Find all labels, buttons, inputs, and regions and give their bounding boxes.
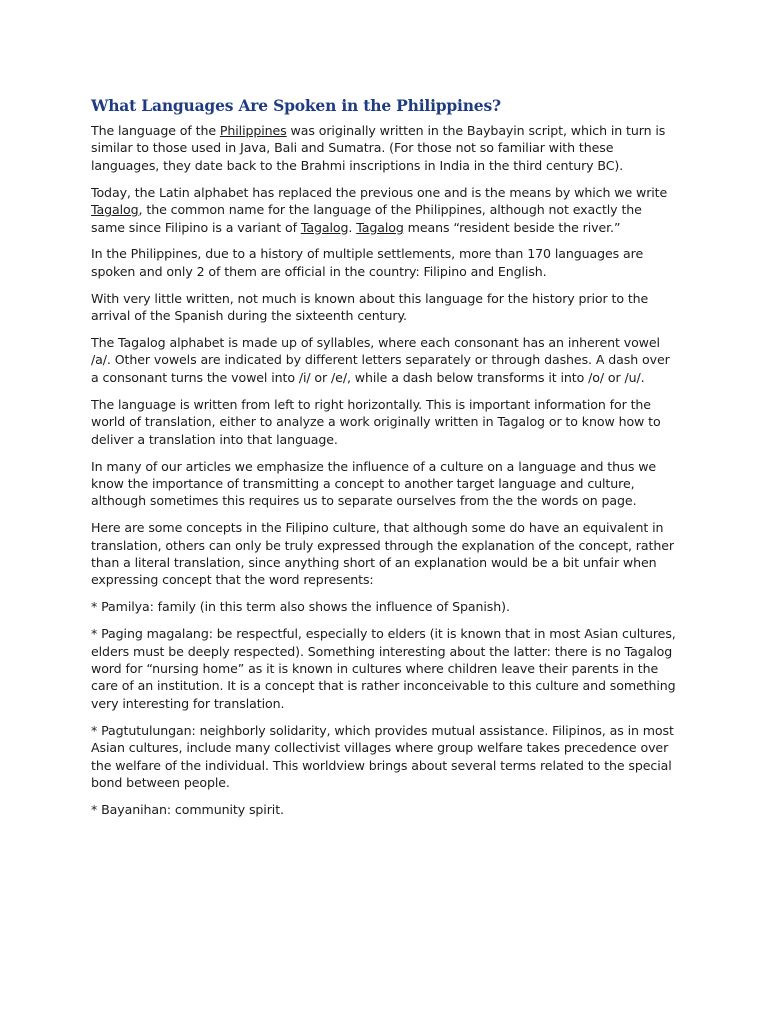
paragraph-text: With very little written, not much is known about this language for the history prior to the arrival of the Spanish during the sixteenth century. bbox=[91, 290, 649, 324]
paragraph bbox=[91, 722, 679, 792]
paragraph bbox=[91, 396, 679, 448]
paragraph bbox=[91, 334, 679, 386]
paragraph-text: The language is written from left to right horizontally. This is important information for the world of translation, either to analyze a work originally written in Tagalog or to know how to deliver a translation into that language. bbox=[91, 396, 661, 447]
paragraph-text: In the Philippines, due to a history of multiple settlements, more than 170 languages are spoken and only 2 of them are official in the country: Filipino and English. bbox=[91, 246, 644, 279]
paragraph-text: In many of our articles we emphasize the influence of a culture on a language and thus we know the importance of transmitting a concept to another target language and culture, although sometimes this requires us to separate ourselves from the the words on page. bbox=[91, 458, 657, 509]
paragraph bbox=[91, 598, 679, 615]
inline-link[interactable]: Tagalog bbox=[300, 219, 349, 235]
inline-link[interactable]: Tagalog bbox=[356, 219, 404, 235]
paragraph-text: Here are some concepts in the Filipino culture, that although some do have an equivalent in translation, others can only be truly expressed through the explanation of the concept, rather than a literal translation, since anything short of an explanation would be a bit unfair when expressing concept that the word represents: bbox=[91, 520, 674, 588]
paragraph-text: Today, the Latin alphabet has replaced the previous one and is the means by which we write bbox=[91, 184, 668, 200]
paragraph-text: , the common name for the language of the Philippines, although not exactly the same since Filipino is a variant of bbox=[91, 202, 642, 235]
paragraph-text: * Paging magalang: be respectful, especially to elders (it is known that in most Asian cultures, elders must be deeply respected). Something interesting about the latter: there is no Tagalog word for “nursing home” as it is known in cultures where children leave their parents in the care of an institution. It is a concept that is rather inconceivable to this culture and something very interesting for translation. bbox=[91, 626, 676, 711]
paragraph bbox=[91, 625, 679, 712]
paragraph bbox=[91, 801, 679, 818]
paragraph bbox=[91, 519, 679, 589]
document-title: What Languages Are Spoken in the Philippines? bbox=[91, 96, 501, 115]
inline-link[interactable]: Philippines bbox=[219, 123, 287, 138]
paragraph bbox=[91, 290, 679, 325]
inline-link[interactable]: Tagalog bbox=[91, 202, 139, 218]
paragraph-text: The Tagalog alphabet is made up of syllables, where each consonant has an inherent vowel /a/. Other vowels are indicated by different letters separately or through dashes. A dash over a consonant turns the vowel into /i/ or /e/, while a dash below transforms it into /o/ or /u/. bbox=[91, 335, 670, 385]
paragraph bbox=[91, 458, 679, 510]
paragraph-text: The language of the bbox=[91, 123, 220, 138]
paragraph-text: * Pamilya: family (in this term also shows the influence of Spanish). bbox=[91, 599, 510, 615]
paragraph bbox=[91, 122, 679, 174]
paragraph bbox=[91, 184, 679, 236]
paragraph-text: * Pagtutulungan: neighborly solidarity, which provides mutual assistance. Filipinos, as in most Asian cultures, include many collectivist villages where group welfare takes precedence over the welfare of the individual. This worldview brings about several terms related to the special bond between people. bbox=[91, 722, 674, 790]
paragraph-text: was originally written in the Baybayin script, which in turn is similar to those used in Java, Bali and Sumatra. (For those not so familiar with these languages, they date back to the Brahmi inscriptions in India in the third century BC). bbox=[91, 123, 666, 173]
paragraph-text: * Bayanihan: community spirit. bbox=[91, 801, 284, 817]
paragraph-text: . bbox=[348, 219, 357, 235]
document-body bbox=[91, 122, 679, 818]
paragraph bbox=[91, 245, 679, 280]
paragraph-text: means “resident beside the river.” bbox=[403, 219, 621, 235]
document-page bbox=[91, 96, 679, 828]
